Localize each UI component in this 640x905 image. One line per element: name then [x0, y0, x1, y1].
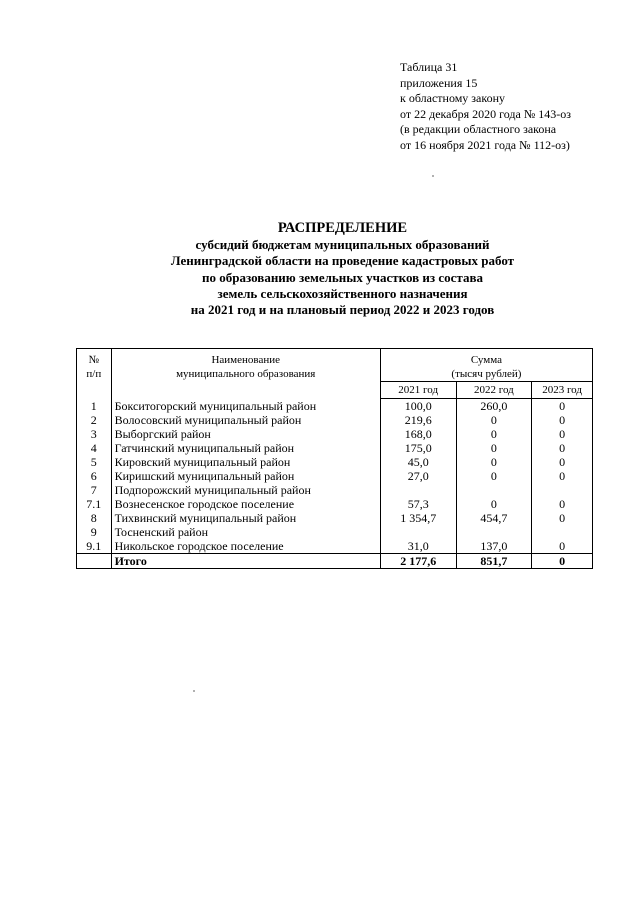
row-value-2021	[380, 483, 456, 497]
row-value-2023: 0	[532, 399, 593, 414]
reference-line: (в редакции областного закона	[400, 122, 557, 136]
row-value-2022: 0	[456, 413, 532, 427]
row-name: Волосовский муниципальный район	[111, 413, 380, 427]
row-value-2021: 219,6	[380, 413, 456, 427]
row-value-2022	[456, 483, 532, 497]
row-num: 6	[77, 469, 112, 483]
row-name: Тихвинский муниципальный район	[111, 511, 380, 525]
row-name: Кировский муниципальный район	[111, 455, 380, 469]
total-num	[77, 554, 112, 569]
row-value-2022: 260,0	[456, 399, 532, 414]
row-value-2023: 0	[532, 427, 593, 441]
row-name: Вознесенское городское поселение	[111, 497, 380, 511]
reference-line: от 16 ноября 2021 года № 112-оз)	[400, 137, 570, 152]
table-row	[77, 413, 593, 427]
total-value-2023: 0	[532, 554, 593, 569]
row-name: Киришский муниципальный район	[111, 469, 380, 483]
row-value-2022	[456, 525, 532, 539]
row-name: Подпорожский муниципальный район	[111, 483, 380, 497]
row-name: Гатчинский муниципальный район	[111, 441, 380, 455]
table-row	[77, 539, 593, 554]
row-num: 9.1	[77, 539, 112, 554]
row-value-2022: 137,0	[456, 539, 532, 554]
table-row	[77, 497, 593, 511]
row-value-2021: 27,0	[380, 469, 456, 483]
table-row	[77, 441, 593, 455]
row-value-2023: 0	[532, 511, 593, 525]
row-value-2021: 100,0	[380, 399, 456, 414]
row-num: 9	[77, 525, 112, 539]
table-header-row	[77, 349, 593, 382]
table-row	[77, 483, 593, 497]
row-value-2021: 175,0	[380, 441, 456, 455]
table-row	[77, 399, 593, 414]
row-value-2022: 0	[456, 455, 532, 469]
row-value-2023: 0	[532, 539, 593, 554]
title-line: субсидий бюджетам муниципальных образований	[195, 237, 490, 252]
row-value-2021: 31,0	[380, 539, 456, 554]
row-num: 3	[77, 427, 112, 441]
header-num	[77, 349, 112, 399]
row-name: Тосненский район	[111, 525, 380, 539]
header-sum-line: (тысяч рублей)	[451, 368, 522, 380]
header-sum	[380, 349, 592, 382]
total-value-2022: 851,7	[456, 554, 532, 569]
row-value-2023: 0	[532, 441, 593, 455]
row-num: 7	[77, 483, 112, 497]
row-value-2023: 0	[532, 469, 593, 483]
row-value-2023	[532, 483, 593, 497]
header-year: 2021 год	[380, 382, 456, 399]
header-sum-line: Сумма	[470, 354, 502, 366]
document-reference	[400, 60, 571, 153]
row-value-2023	[532, 525, 593, 539]
reference-line: от 22 декабря 2020 года № 143-оз	[400, 106, 572, 121]
row-name: Бокситогорский муниципальный район	[111, 399, 380, 414]
row-num: 4	[77, 441, 112, 455]
distribution-table	[76, 348, 593, 569]
table-row	[77, 511, 593, 525]
total-value-2021: 2 177,6	[380, 554, 456, 569]
row-name: Выборгский район	[111, 427, 380, 441]
row-value-2021: 45,0	[380, 455, 456, 469]
header-name-line: муниципального образования	[176, 368, 316, 380]
document-title	[60, 220, 625, 318]
row-num: 1	[77, 399, 112, 414]
row-value-2022: 0	[456, 427, 532, 441]
header-year: 2023 год	[532, 382, 593, 399]
header-num-line: п/п	[86, 368, 102, 380]
table-row	[77, 427, 593, 441]
reference-line: приложения 15	[400, 75, 478, 90]
title-line: на 2021 год и на плановый период 2022 и 2023 годов	[190, 302, 495, 318]
title-line: Ленинградской области на проведение кадастровых работ	[170, 253, 515, 269]
row-value-2021: 168,0	[380, 427, 456, 441]
scan-speck	[432, 175, 434, 177]
header-name	[111, 349, 380, 399]
row-value-2021: 1 354,7	[380, 511, 456, 525]
row-value-2022: 454,7	[456, 511, 532, 525]
row-value-2023: 0	[532, 455, 593, 469]
row-value-2022: 0	[456, 497, 532, 511]
row-value-2023: 0	[532, 497, 593, 511]
table-row	[77, 525, 593, 539]
row-value-2021: 57,3	[380, 497, 456, 511]
reference-line: к областному закону	[400, 91, 506, 105]
row-value-2022: 0	[456, 469, 532, 483]
header-year: 2022 год	[456, 382, 532, 399]
row-num: 7.1	[77, 497, 112, 511]
row-num: 2	[77, 413, 112, 427]
header-num-line: №	[88, 354, 100, 366]
row-value-2023: 0	[532, 413, 593, 427]
header-name-line: Наименование	[211, 354, 280, 366]
row-name: Никольское городское поселение	[111, 539, 380, 554]
table-row	[77, 469, 593, 483]
title-line: по образованию земельных участков из состава	[202, 269, 483, 285]
reference-line: Таблица 31	[400, 60, 458, 74]
table-total-row	[77, 554, 593, 569]
table-row	[77, 455, 593, 469]
row-value-2021	[380, 525, 456, 539]
row-num: 5	[77, 455, 112, 469]
title-heading: РАСПРЕДЕЛЕНИЕ	[277, 220, 408, 236]
row-num: 8	[77, 511, 112, 525]
scan-speck	[193, 690, 195, 692]
title-line: земель сельскохозяйственного назначения	[217, 285, 468, 301]
total-label: Итого	[111, 554, 380, 569]
row-value-2022: 0	[456, 441, 532, 455]
